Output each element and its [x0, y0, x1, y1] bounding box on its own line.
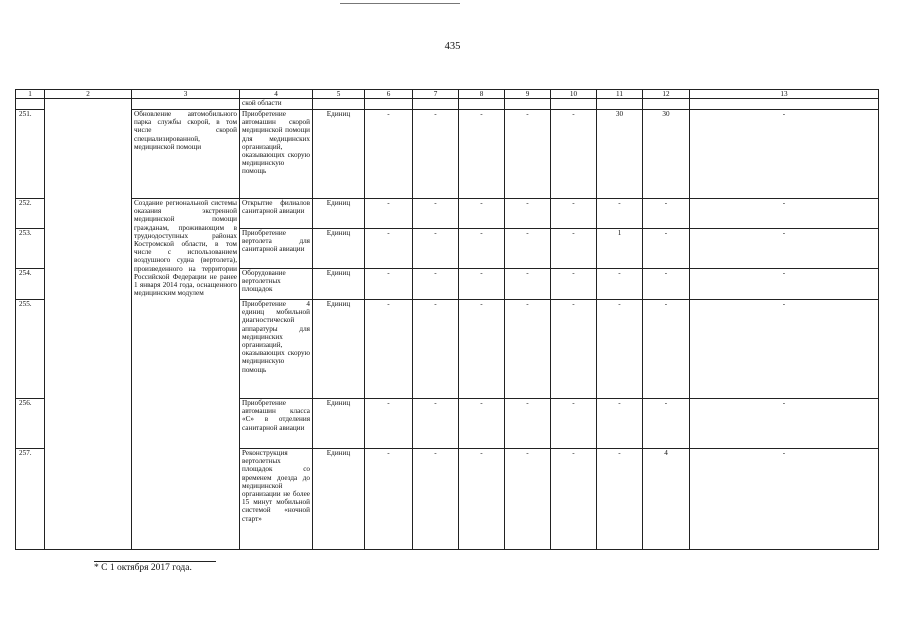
col2-empty — [45, 99, 132, 550]
col-header: 3 — [132, 90, 240, 99]
continuation-row — [16, 99, 879, 110]
continuation-text: ской области — [240, 99, 313, 110]
col-header: 4 — [240, 90, 313, 99]
table-row: 257. Реконструкция вертолетных площадок со временем доезда до медицинской организации не более 15 минут мобильной системой «ночной старт» Единиц - - - - - - 4 - — [16, 449, 879, 550]
col-header: 1 — [16, 90, 45, 99]
col-header: 2 — [45, 90, 132, 99]
col-header: 7 — [413, 90, 459, 99]
table-row: 252. Создание региональной системы оказания экстренной медицинской помощи гражданам, проживающим в труднодоступных районах Костромской области, в том числе с использованием воздушного судна (вертолета), произведенного на территории Российской Федерации не ранее 1 января 2014 года, оснащенного медицинским модулем Открытие филиалов санитарной авиации Единиц - - - - - - - - — [16, 199, 879, 229]
col-header: 11 — [597, 90, 643, 99]
page-number: 435 — [444, 41, 461, 52]
footnote-separator — [94, 561, 216, 562]
table-row: 255. Приобретение 4 единиц мобильной диагностической аппаратуры для медицинских организаций, оказывающих скорую медицинскую помощь Единиц - - - - - - - - — [16, 300, 879, 399]
col-header: 5 — [313, 90, 365, 99]
col-header: 13 — [690, 90, 879, 99]
col-header: 9 — [505, 90, 551, 99]
table-row: 253. Приобретение вертолета для санитарной авиации Единиц - - - - - 1 - - — [16, 229, 879, 269]
col-header: 10 — [551, 90, 597, 99]
col-header: 12 — [643, 90, 690, 99]
table-header-row — [16, 90, 879, 99]
data-table — [15, 89, 879, 550]
table-row: 256. Приобретение автомашин класса «С» в отделения санитарной авиации Единиц - - - - - - - - — [16, 399, 879, 449]
table-row: 254. Оборудование вертолетных площадок Единиц - - - - - - - - — [16, 269, 879, 300]
col-header: 8 — [459, 90, 505, 99]
measure-group-aviation: Создание региональной системы оказания экстренной медицинской помощи гражданам, проживающим в труднодоступных районах Костромской области, в том числе с использованием воздушного судна (вертолета), произведенного на территории Российской Федерации не ранее 1 января 2014 года, оснащенного медицинским модулем — [132, 199, 240, 550]
header-mark — [340, 0, 460, 4]
measure-group-fleet: Обновление автомобильного парка службы скорой, в том числе скорой специализированной, медицинской помощи — [132, 110, 240, 199]
footnote: * С 1 октября 2017 года. — [94, 563, 192, 573]
table-row: 251. Обновление автомобильного парка службы скорой, в том числе скорой специализированной, медицинской помощи Приобретение автомашин скорой медицинской помощи для медицинских организаций, оказывающих скорую медицинскую помощь Единиц - - - - - 30 30 - — [16, 110, 879, 199]
col-header: 6 — [365, 90, 413, 99]
